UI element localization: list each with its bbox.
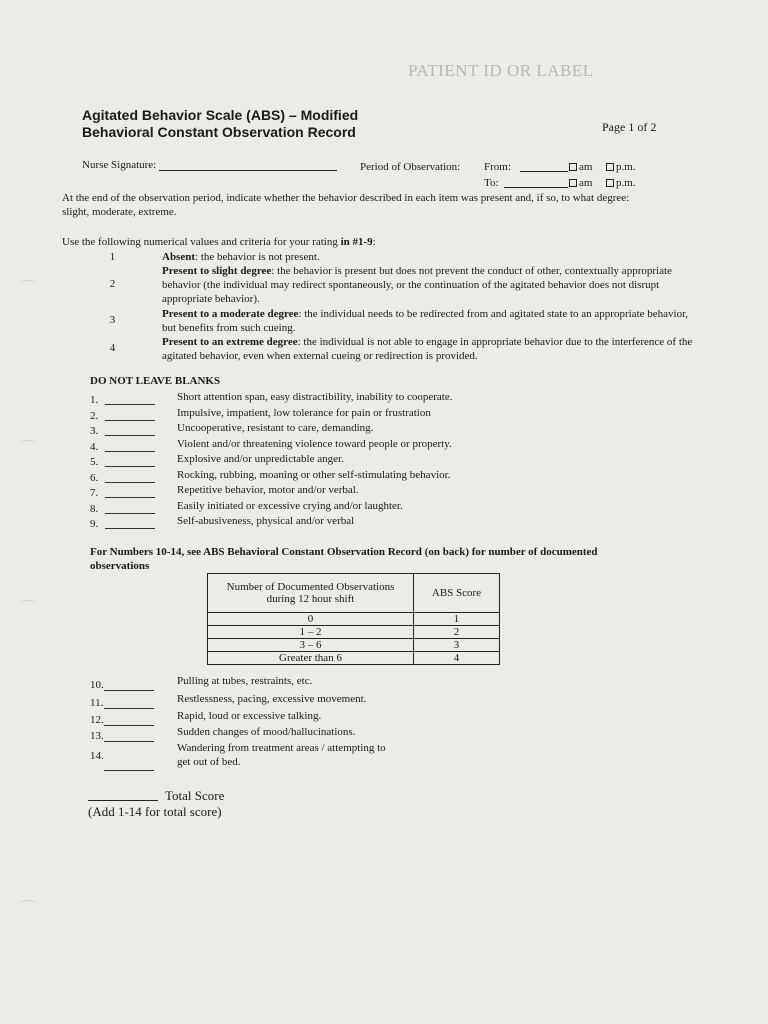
patient-id-label: PATIENT ID OR LABEL: [408, 61, 594, 80]
item-description: Rapid, loud or excessive talking.: [177, 710, 322, 722]
item-description: Easily initiated or excessive crying and/or laughter.: [177, 500, 403, 512]
observation-score-table: [207, 573, 500, 665]
rating-instructions-range: in #1-9: [340, 236, 373, 248]
item-number: 9.: [90, 518, 99, 530]
rating-term: Present to an extreme degree: [162, 336, 298, 348]
rating-definition: [162, 250, 702, 264]
to-label: To:: [484, 177, 499, 189]
nurse-signature-label: Nurse Signature:: [82, 159, 157, 171]
to-pm-option[interactable]: [606, 177, 636, 190]
numbers-note-line1: For Numbers 10-14, see ABS Behavioral Constant Observation Record (on back) for number of documented: [90, 546, 598, 558]
item-description: Repetitive behavior, motor and/or verbal.: [177, 484, 359, 496]
item-number: 12.: [90, 714, 104, 726]
to-am-option[interactable]: [569, 177, 592, 190]
item-rating-field[interactable]: [105, 472, 155, 483]
rating-number: 3: [109, 314, 116, 326]
from-pm-label: p.m.: [616, 161, 636, 173]
item-description: Pulling at tubes, restraints, etc.: [177, 675, 313, 687]
rating-number: 2: [109, 278, 116, 290]
item-description-continued: get out of bed.: [177, 756, 241, 768]
to-pm-label: p.m.: [616, 177, 636, 189]
observations-cell: 3 – 6: [208, 639, 414, 652]
from-pm-option[interactable]: [606, 161, 636, 174]
item-number: 6.: [90, 472, 99, 484]
item-rating-field[interactable]: [105, 518, 155, 529]
item-rating-field[interactable]: [104, 680, 154, 691]
score-cell: 1: [414, 613, 500, 626]
rating-definition: [162, 335, 702, 363]
item-rating-field[interactable]: [104, 715, 154, 726]
item-description: Wandering from treatment areas / attempting to: [177, 742, 386, 754]
page-title-line2: Behavioral Constant Observation Record: [82, 124, 356, 140]
item-rating-field[interactable]: [105, 441, 155, 452]
item-rating-field[interactable]: [105, 487, 155, 498]
punch-hole-mark: [18, 440, 38, 449]
item-number: 5.: [90, 456, 99, 468]
observations-cell: 0: [208, 613, 414, 626]
item-number: 4.: [90, 441, 99, 453]
page-title-line1: Agitated Behavior Scale (ABS) – Modified: [82, 107, 359, 123]
item-number: 2.: [90, 410, 99, 422]
item-rating-field[interactable]: [105, 425, 155, 436]
item-description: Impulsive, impatient, low tolerance for pain or frustration: [177, 407, 431, 419]
item-number: 11.: [90, 697, 104, 709]
item-rating-field[interactable]: [105, 394, 155, 405]
from-am-checkbox[interactable]: [569, 163, 577, 171]
item-description: Violent and/or threatening violence toward people or property.: [177, 438, 452, 450]
to-time-field[interactable]: [504, 176, 568, 188]
punch-hole-mark: [18, 600, 38, 609]
item-description: Self-abusiveness, physical and/or verbal: [177, 515, 355, 527]
to-am-label: am: [579, 177, 593, 189]
header-observations-line2: during 12 hour shift: [266, 593, 355, 605]
instructions-line1: At the end of the observation period, indicate whether the behavior described in each item was present and, if so, to what degree:: [62, 192, 630, 204]
table-row: [208, 613, 500, 626]
from-am-option[interactable]: [569, 161, 592, 174]
item-description: Explosive and/or unpredictable anger.: [177, 453, 344, 465]
item-number: 14.: [90, 750, 104, 762]
item-rating-field[interactable]: [105, 410, 155, 421]
instructions-line2: slight, moderate, extreme.: [62, 206, 177, 218]
numbers-note-line2: observations: [90, 560, 150, 572]
rating-description: : the individual needs to be redirected from and agitated state to an appropriate behavior, but benefits from such cueing.: [162, 308, 689, 334]
from-time-field[interactable]: [520, 160, 568, 172]
to-am-checkbox[interactable]: [569, 179, 577, 187]
header-observations-line1: Number of Documented Observations: [226, 581, 395, 593]
rating-number: 1: [109, 251, 116, 263]
item-number: 8.: [90, 503, 99, 515]
period-of-observation-label: Period of Observation:: [360, 161, 461, 173]
nurse-signature-field[interactable]: [159, 158, 337, 171]
from-pm-checkbox[interactable]: [606, 163, 614, 171]
item-number: 7.: [90, 487, 99, 499]
item-description: Sudden changes of mood/hallucinations.: [177, 726, 356, 738]
punch-hole-mark: [18, 900, 38, 909]
observations-cell: 1 – 2: [208, 626, 414, 639]
total-score-field[interactable]: [88, 789, 158, 801]
rating-definition: [162, 307, 702, 335]
observations-cell: Greater than 6: [208, 652, 414, 665]
rating-term: Present to slight degree: [162, 265, 272, 277]
rating-description: : the individual is not able to engage in appropriate behavior due to the interference of the agitated behavior, even when external cueing or redirection is provided.: [162, 336, 693, 362]
table-header-observations: [208, 574, 414, 613]
item-number: 13.: [90, 730, 104, 742]
rating-term: Present to a moderate degree: [162, 308, 299, 320]
rating-description: : the behavior is not present.: [195, 251, 320, 263]
do-not-leave-blanks-heading: DO NOT LEAVE BLANKS: [90, 375, 221, 387]
item-rating-field[interactable]: [105, 456, 155, 467]
punch-hole-mark: [18, 280, 38, 289]
rating-number: 4: [109, 342, 116, 354]
item-number: 3.: [90, 425, 99, 437]
item-number: 1.: [90, 394, 99, 406]
item-description: Rocking, rubbing, moaning or other self-stimulating behavior.: [177, 469, 451, 481]
table-header-abs-score: ABS Score: [414, 574, 500, 613]
item-rating-field[interactable]: [104, 760, 154, 771]
rating-instructions: [62, 236, 376, 249]
to-pm-checkbox[interactable]: [606, 179, 614, 187]
item-rating-field[interactable]: [105, 503, 155, 514]
item-description: Restlessness, pacing, excessive movement.: [177, 693, 367, 705]
table-row: [208, 652, 500, 665]
rating-definition: [162, 264, 702, 306]
rating-term: Absent: [162, 251, 196, 263]
from-label: From:: [484, 161, 511, 173]
from-am-label: am: [579, 161, 593, 173]
table-row: [208, 639, 500, 652]
rating-instructions-colon: :: [372, 236, 376, 248]
item-number: 10.: [90, 679, 104, 691]
item-description: Short attention span, easy distractibility, inability to cooperate.: [177, 391, 453, 403]
total-score-note: (Add 1-14 for total score): [88, 804, 222, 819]
rating-description: : the behavior is present but does not prevent the conduct of other, contextually appropriate behavior (the individual may redirect spontaneously, or the continuation of the agitated behavior does not disrupt appropriate behavior).: [162, 265, 672, 305]
score-cell: 4: [414, 652, 500, 665]
table-row: [208, 626, 500, 639]
total-score-label: Total Score: [165, 788, 225, 803]
page-number: Page 1 of 2: [602, 120, 657, 134]
item-rating-field[interactable]: [104, 698, 154, 709]
table-header-row: [208, 574, 500, 613]
score-cell: 3: [414, 639, 500, 652]
item-description: Uncooperative, resistant to care, demanding.: [177, 422, 374, 434]
rating-instructions-text: Use the following numerical values and criteria for your rating: [62, 236, 341, 248]
score-cell: 2: [414, 626, 500, 639]
item-rating-field[interactable]: [104, 731, 154, 742]
